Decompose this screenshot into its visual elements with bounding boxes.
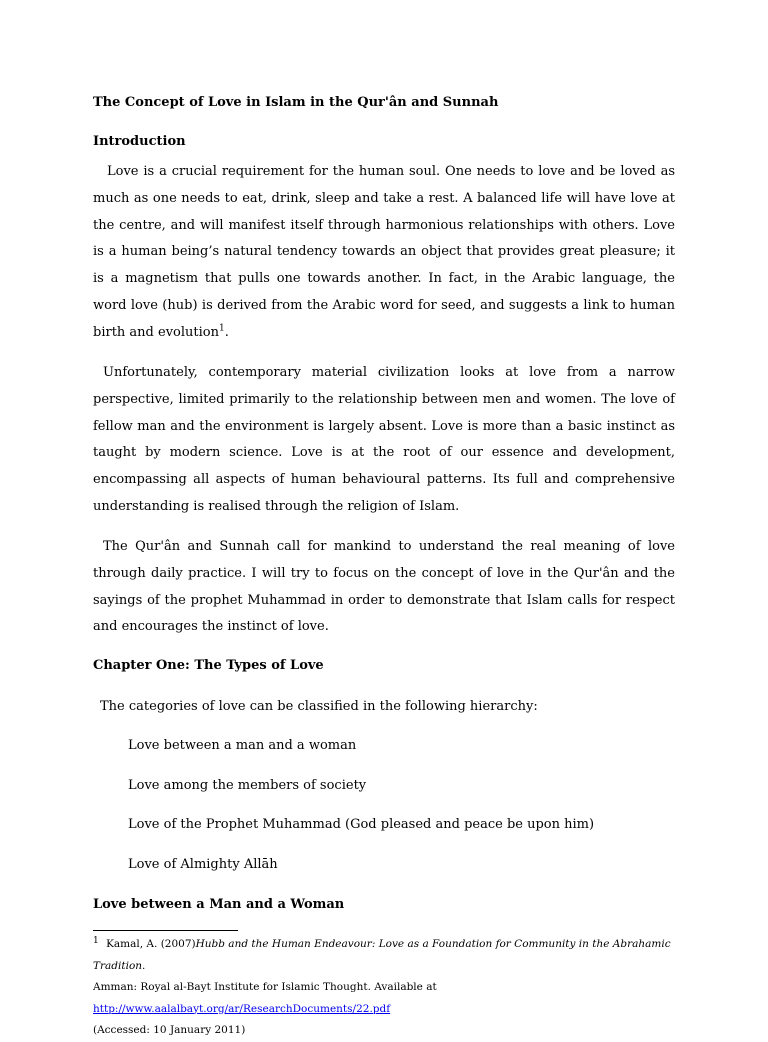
- intro-paragraph-2-text: Unfortunately, contemporary material civilization looks at love from a narrow perspective, limited primarily to the relationship between men and women. The love of fellow man and the environment is largely absent. Love is more than a basic instinct as taught by modern science. Love is at the root of our essence and development, encompassing all aspects of human behavioural patterns. Its full and comprehensive understanding is realised through the religion of Islam.: [93, 365, 675, 514]
- intro-paragraph-1-end: .: [224, 324, 229, 340]
- footnote-accessed: (Accessed: 10 January 2011): [93, 1024, 246, 1036]
- introduction-heading: Introduction: [93, 134, 186, 149]
- document-title: The Concept of Love in Islam in the Qur'ân and Sunnah: [93, 95, 499, 110]
- footnote-title: Hubb and the Human Endeavour: Love as a Foundation for Community in the Abrahamic Tradition.: [93, 938, 671, 972]
- hierarchy-intro: The categories of love can be classified in the following hierarchy:: [100, 699, 538, 714]
- footnote-separator: [93, 930, 238, 931]
- footnote-number: 1: [93, 935, 99, 946]
- chapter-heading: Chapter One: The Types of Love: [93, 658, 324, 673]
- hierarchy-item: Love of the Prophet Muhammad (God pleased and peace be upon him): [128, 817, 595, 832]
- hierarchy-item: Love among the members of society: [128, 778, 367, 793]
- hierarchy-item: Love of Almighty Allāh: [128, 857, 278, 872]
- footnote-link[interactable]: http://www.aalalbayt.org/ar/ResearchDocuments/22.pdf: [93, 1002, 391, 1015]
- footnote-reference[interactable]: 1: [218, 323, 225, 334]
- footnote: [93, 934, 693, 1042]
- intro-paragraph-3-text: The Qur'ân and Sunnah call for mankind to understand the real meaning of love through daily practice. I will try to focus on the concept of love in the Qur'ân and the sayings of the prophet Muhammad in order to demonstrate that Islam calls for respect and encourages the instinct of love.: [93, 539, 675, 635]
- footnote-author: Kamal, A. (2007): [106, 938, 196, 950]
- hierarchy-item: Love between a man and a woman: [128, 738, 357, 753]
- intro-paragraph-2: [93, 360, 675, 521]
- section-heading: Love between a Man and a Woman: [93, 897, 345, 912]
- intro-paragraph-1-text: Love is a crucial requirement for the human soul. One needs to love and be loved as much as one needs to eat, drink, sleep and take a rest. A balanced life will have love at the centre, and will manifest itself through harmonious relationships with others. Love is a human being’s natural tendency towards an object that provides great pleasure; it is a magnetism that pulls one towards another. In fact, in the Arabic language, the word love (hub) is derived from the Arabic word for seed, and suggests a link to human birth and evolution: [93, 164, 675, 340]
- footnote-publisher: Amman: Royal al-Bayt Institute for Islamic Thought. Available at: [93, 981, 437, 993]
- intro-paragraph-1: [93, 159, 675, 347]
- intro-paragraph-3: [93, 534, 675, 641]
